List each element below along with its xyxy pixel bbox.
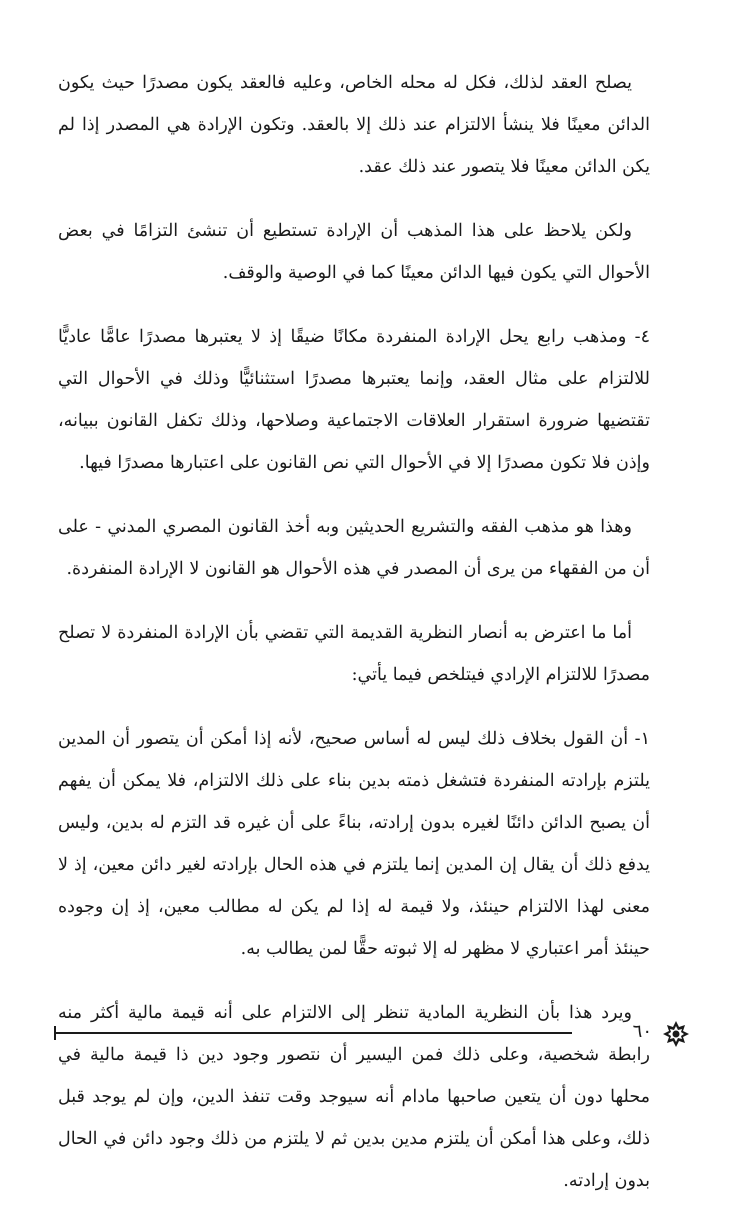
footer-rule-end bbox=[54, 1026, 56, 1040]
document-body bbox=[58, 62, 650, 1224]
paragraph-6: ١- أن القول بخلاف ذلك ليس له أساس صحيح، لأنه إذا أمكن أن يتصور أن المدين يلتزم بإرادته المنفردة فتشغل ذمته بدين بناء على ذلك الالتزام، فلا يمكن أن يفهم أن يصبح الدائن دائنًا لغيره بدون إرادته، بناءً على أن غيره قد التزم له بدين، وليس يدفع ذلك أن يقال إن المدين إنما يلتزم في هذه الحال بإرادته لغير دائن معين، إذ لا معنى لهذا الالتزام حينئذ، ولا قيمة له إذا لم يكن له مطالب معين، إذ إن وجوده حينئذ أمر اعتباري لا مظهر له إلا ثبوته حقًّا لمن يطالب به. bbox=[58, 729, 650, 959]
page-number: ٦٠ bbox=[632, 1021, 652, 1042]
paragraph-3: ٤- ومذهب رابع يحل الإرادة المنفردة مكانًا ضيقًا إذ لا يعتبرها مصدرًا عامًّا عاديًّا للالتزام على مثال العقد، وإنما يعتبرها مصدرًا استثنائيًّا وذلك في الأحوال التي تقتضيها ضرورة استقرار العلاقات الاجتماعية وصلاحها، وذلك تكفل القانون ببيانه، وإذن فلا تكون مصدرًا إلا في الأحوال التي نص القانون على اعتبارها مصدرًا فيها. bbox=[58, 327, 650, 473]
paragraph-1: يصلح العقد لذلك، فكل له محله الخاص، وعليه فالعقد يكون مصدرًا حيث يكون الدائن معينًا فلا ينشأ الالتزام عند ذلك إلا بالعقد. وتكون الإرادة هي المصدر إذا لم يكن الدائن معينًا فلا يتصور عند ذلك عقد. bbox=[58, 73, 650, 177]
star-ornament-icon bbox=[662, 1020, 690, 1048]
paragraph-7: ويرد هذا بأن النظرية المادية تنظر إلى الالتزام على أنه قيمة مالية أكثر منه رابطة شخصية، وعلى ذلك فمن اليسير أن نتصور وجود دين ذا قيمة مالية في محلها دون أن يتعين صاحبها مادام أنه سيوجد وقت تنفذ الدين، وإن لم يوجد قبل ذلك، وعلى هذا أمكن أن يلتزم مدين بدين ثم لا يلتزم من ذلك وجود دائن في الحال بدون إرادته. bbox=[58, 1003, 650, 1191]
paragraph-2: ولكن يلاحظ على هذا المذهب أن الإرادة تستطيع أن تنشئ التزامًا في بعض الأحوال التي يكون فيها الدائن معينًا كما في الوصية والوقف. bbox=[58, 221, 650, 283]
paragraph-4: وهذا هو مذهب الفقه والتشريع الحديثين وبه أخذ القانون المصري المدني - على أن من الفقهاء من يرى أن المصدر في هذه الأحوال هو القانون لا الإرادة المنفردة. bbox=[58, 517, 650, 579]
paragraph-5: أما ما اعترض به أنصار النظرية القديمة التي تقضي بأن الإرادة المنفردة لا تصلح مصدرًا للالتزام الإرادي فيتلخص فيما يأتي: bbox=[58, 623, 650, 685]
footer-rule bbox=[54, 1032, 572, 1034]
page-footer bbox=[54, 1018, 664, 1048]
